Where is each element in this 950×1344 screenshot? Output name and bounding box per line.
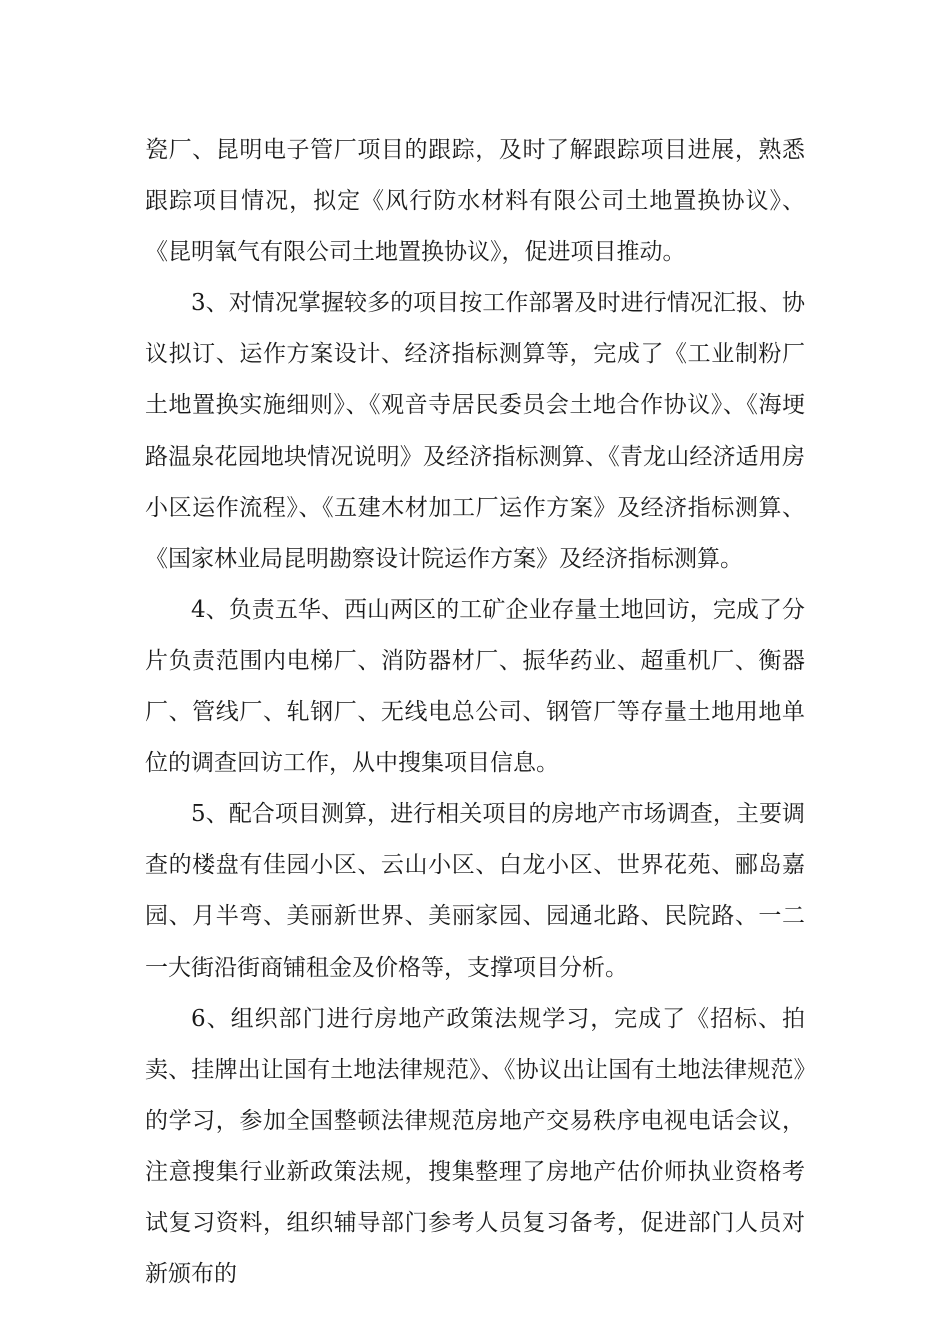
paragraph-item-6: 6、组织部门进行房地产政策法规学习，完成了《招标、拍卖、挂牌出让国有土地法律规范》、《协议出让国有土地法律规范》的学习，参加全国整顿法律规范房地产交易秩序电视电话会议，注意搜集行业新政策法规，搜集整理了房地产估价师执业资格考试复习资料，组织辅导部门参考人员复习备考，促进部门人员对新颁布的 [145,1005,805,1288]
paragraph-item-5: 5、配合项目测算，进行相关项目的房地产市场调查，主要调查的楼盘有佳园小区、云山小区、白龙小区、世界花苑、郦岛嘉园、月半弯、美丽新世界、美丽家园、园通北路、民院路、一二一大街沿街商铺租金及价格等，支撑项目分析。 [145,801,805,981]
paragraph-item-4: 4、负责五华、西山两区的工矿企业存量土地回访，完成了分片负责范围内电梯厂、消防器材厂、振华药业、超重机厂、衡器厂、管线厂、轧钢厂、无线电总公司、钢管厂等存量土地用地单位的调查回访工作，从中搜集项目信息。 [145,596,805,777]
paragraph-continuation: 瓷厂、昆明电子管厂项目的跟踪，及时了解跟踪项目进展，熟悉跟踪项目情况，拟定《风行防水材料有限公司土地置换协议》、《昆明氧气有限公司土地置换协议》，促进项目推动。 [145,137,805,266]
document-body [145,125,805,1300]
paragraph-item-3: 3、对情况掌握较多的项目按工作部署及时进行情况汇报、协议拟订、运作方案设计、经济指标测算等，完成了《工业制粉厂土地置换实施细则》、《观音寺居民委员会土地合作协议》、《海埂路温泉花园地块情况说明》及经济指标测算、《青龙山经济适用房小区运作流程》、《五建木材加工厂运作方案》及经济指标测算、《国家林业局昆明勘察设计院运作方案》及经济指标测算。 [145,290,805,572]
